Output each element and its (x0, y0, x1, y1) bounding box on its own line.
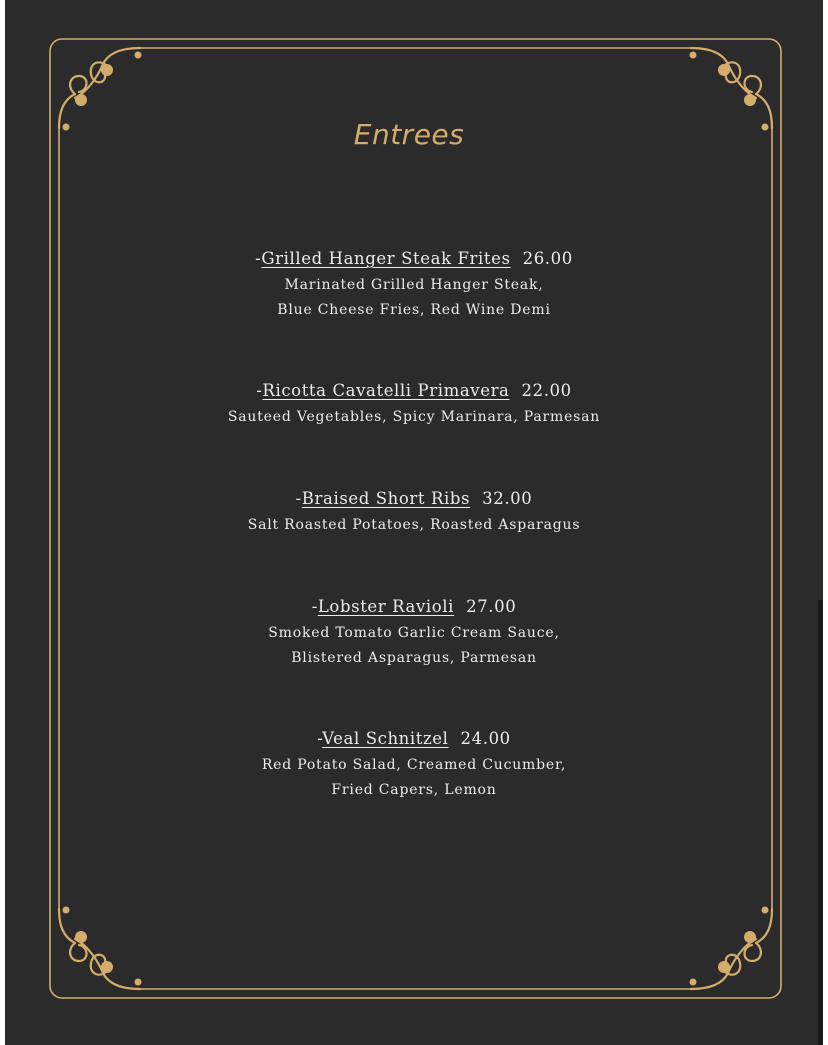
menu-item-description-line: Salt Roasted Potatoes, Roasted Asparagus (247, 517, 581, 533)
menu-item (0, 380, 828, 430)
menu-item-name: Veal Schnitzel (322, 729, 449, 748)
menu-item (0, 488, 828, 538)
menu-item-price: 27.00 (466, 597, 517, 616)
corner-flourish-bottom-left (59, 907, 142, 990)
menu-item-name: Braised Short Ribs (301, 489, 471, 508)
menu-item-prefix: - (317, 729, 323, 748)
menu-item-prefix: - (311, 597, 318, 616)
menu-item-price: 32.00 (482, 489, 533, 508)
menu-item-heading (0, 488, 828, 510)
menu-item-description (0, 753, 828, 802)
menu-item-heading (0, 380, 828, 402)
menu-item-prefix: - (256, 381, 263, 400)
menu-item-heading (0, 596, 828, 618)
menu-title: Entrees (353, 118, 465, 151)
menu-item (0, 248, 828, 322)
menu-item-description-line: Blistered Asparagus, Parmesan (291, 649, 537, 666)
menu-item-price: 22.00 (521, 381, 572, 400)
menu-item-description-line: Sauteed Vegetables, Spicy Marinara, Parmesan (227, 409, 601, 425)
menu-item-price: 24.00 (460, 729, 511, 748)
menu-item-name: Lobster Ravioli (317, 597, 455, 616)
menu-item-heading (0, 728, 828, 750)
menu-item-description (0, 513, 828, 538)
menu-item-name: Ricotta Cavatelli Primavera (262, 381, 510, 400)
menu-item-description-line: Marinated Grilled Hanger Steak, (284, 277, 544, 293)
menu-item-price: 26.00 (522, 249, 573, 268)
menu-item-name: Grilled Hanger Steak Frites (261, 249, 511, 268)
menu-item-description (0, 405, 828, 430)
menu-item-description-line: Fried Capers, Lemon (331, 781, 497, 798)
menu-item (0, 596, 828, 670)
menu-item-description (0, 621, 828, 670)
menu-item-description-line: Blue Cheese Fries, Red Wine Demi (277, 301, 551, 318)
menu-item-heading (0, 248, 828, 270)
menu-item (0, 728, 828, 802)
menu-item-description-line: Red Potato Salad, Creamed Cucumber, (261, 757, 567, 773)
menu-item-description (0, 273, 828, 322)
menu-item-prefix: - (295, 489, 302, 508)
corner-flourish-bottom-right (690, 907, 773, 990)
menu-item-description-line: Smoked Tomato Garlic Cream Sauce, (268, 625, 560, 641)
menu-item-prefix: - (255, 249, 262, 268)
